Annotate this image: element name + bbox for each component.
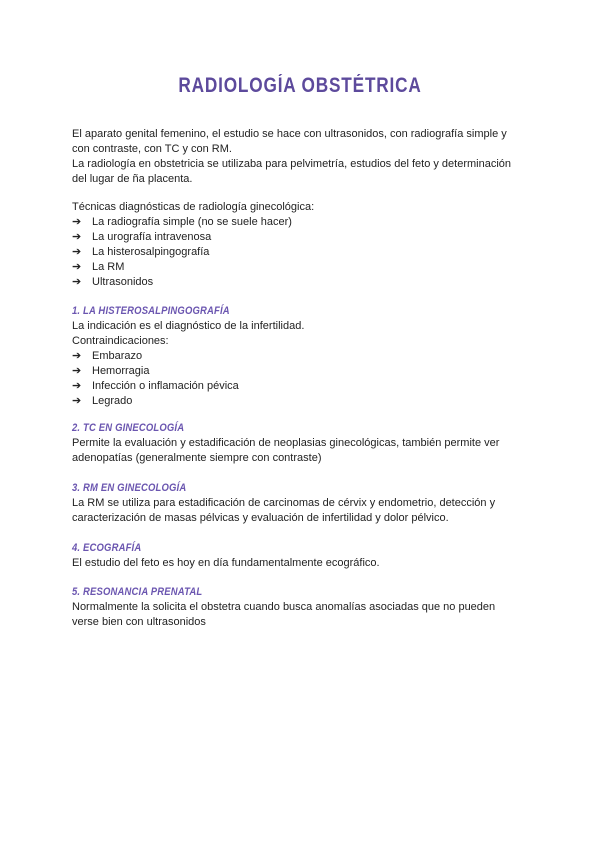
page-title: RADIOLOGÍA OBSTÉTRICA	[178, 74, 422, 97]
list-item	[72, 245, 522, 260]
list-item	[72, 364, 522, 379]
arrow-right-icon: ➔	[72, 261, 82, 273]
list-item-label: Hemorragia	[92, 365, 150, 377]
section-line: El estudio del feto es hoy en día fundamentalmente ecográfico.	[72, 557, 380, 569]
section-line: Normalmente la solicita el obstetra cuando busca anomalías asociadas que no pueden	[72, 601, 496, 613]
section-line: verse bien con ultrasonidos	[72, 616, 206, 628]
arrow-right-icon: ➔	[72, 395, 82, 407]
section-heading: 1. LA HISTEROSALPINGOGRAFÍA	[72, 305, 230, 317]
list-item-label: La urografía intravenosa	[92, 231, 212, 243]
section-heading: 3. RM EN GINECOLOGÍA	[72, 482, 187, 494]
arrow-right-icon: ➔	[72, 276, 82, 288]
arrow-right-icon: ➔	[72, 380, 82, 392]
arrow-right-icon: ➔	[72, 216, 82, 228]
list-item-label: Embarazo	[92, 350, 143, 362]
section-heading: 5. RESONANCIA PRENATAL	[72, 586, 203, 598]
intro-line: El aparato genital femenino, el estudio se hace con ultrasonidos, con radiografía simple y	[72, 128, 507, 140]
section-tc-ginecologia	[72, 421, 522, 466]
list-item-label: La RM	[92, 261, 125, 273]
list-item	[72, 230, 522, 245]
section-rm-ginecologia	[72, 481, 522, 526]
arrow-right-icon: ➔	[72, 231, 82, 243]
section-line: Contraindicaciones:	[72, 335, 169, 347]
list-item	[72, 349, 522, 364]
techniques-list	[72, 215, 522, 290]
list-item-label: Ultrasonidos	[92, 276, 154, 288]
section-heading: 4. ECOGRAFÍA	[72, 542, 142, 554]
list-item-label: Infección o inflamación pévica	[92, 380, 239, 392]
section-histerosalpingografia	[72, 304, 522, 409]
section-line: La indicación es el diagnóstico de la infertilidad.	[72, 320, 305, 332]
arrow-right-icon: ➔	[72, 365, 82, 377]
arrow-right-icon: ➔	[72, 350, 82, 362]
section-line: La RM se utiliza para estadificación de carcinomas de cérvix y endometrio, detección y	[72, 497, 496, 509]
list-item	[72, 275, 522, 290]
section-resonancia-prenatal	[72, 585, 522, 630]
intro-line: con contraste, con TC y con RM.	[72, 143, 232, 155]
list-item-label: La radiografía simple (no se suele hacer)	[92, 216, 292, 228]
intro-paragraph	[72, 127, 522, 187]
arrow-right-icon: ➔	[72, 246, 82, 258]
list-item	[72, 215, 522, 230]
intro-line: La radiología en obstetricia se utilizaba para pelvimetría, estudios del feto y determinación	[72, 158, 512, 170]
list-item-label: Legrado	[92, 395, 133, 407]
techniques-heading: Técnicas diagnósticas de radiología ginecológica:	[72, 201, 315, 213]
contraindications-list	[72, 349, 522, 409]
list-item-label: La histerosalpingografía	[92, 246, 210, 258]
section-line: Permite la evaluación y estadificación de neoplasias ginecológicas, también permite ver	[72, 437, 500, 449]
intro-line: del lugar de ña placenta.	[72, 173, 193, 185]
section-line: adenopatías (generalmente siempre con contraste)	[72, 452, 322, 464]
list-item	[72, 260, 522, 275]
section-line: caracterización de masas pélvicas y evaluación de infertilidad y dolor pélvico.	[72, 512, 449, 524]
list-item	[72, 379, 522, 394]
section-ecografia	[72, 541, 522, 571]
list-item	[72, 394, 522, 409]
section-heading: 2. TC EN GINECOLOGÍA	[72, 422, 185, 434]
techniques-block	[72, 200, 522, 290]
